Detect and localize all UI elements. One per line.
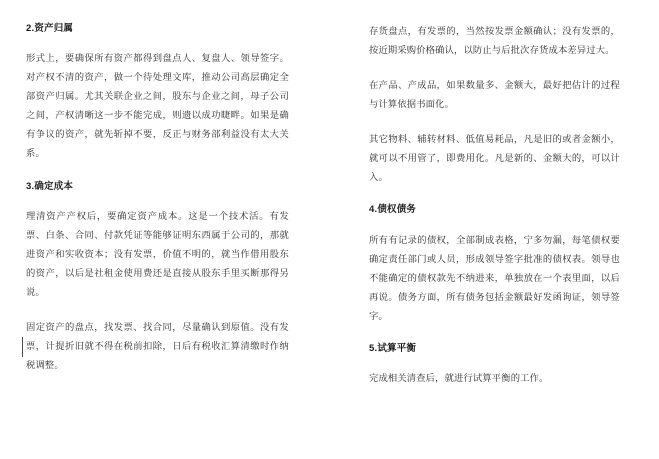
paragraph-trial-balance: 完成相关清查后，就进行试算平衡的工作。	[369, 373, 549, 384]
section-heading-asset-ownership: 2.资产归属	[26, 23, 74, 34]
section-heading-claims-debts: 4.债权债务	[369, 204, 417, 216]
paragraph-other-materials: 其它物料、辅转材料、低值易耗品，凡是旧的或者金额小，就可以不用管了，即费用化。凡是新的、金额大的，可以计入。	[369, 134, 620, 183]
paragraph-inventory-count: 存货盘点，有发票的，当然按发票金额确认；没有发票的，按近期采购价格确认，以防止与后批次存货成本差异过大。	[369, 26, 620, 56]
document-page-right	[329, 0, 658, 459]
text-cursor	[22, 337, 23, 357]
paragraph-determine-cost: 理清资产产权后，要确定资产成本。这是一个技术活。有发票、白条、合同、付款凭证等能够证明东西属于公司的，那就进资产和实收资本；没有发票，价值不明的，就当作借用股东的资产，以后是社租金使用费还是直接从股东手里买断那得另说。	[26, 210, 289, 297]
paragraph-fixed-asset-count: 固定资产的盘点，找发票、找合同，尽量确认到原值。没有发票，计提折旧就不得在税前扣除，日后有税收汇算清缴时作纳税调整。	[26, 322, 289, 371]
document-page-left	[0, 0, 329, 459]
section-heading-trial-balance: 5.试算平衡	[369, 342, 417, 354]
paragraph-claims-debts: 所有有记录的债权，全部制成表格，宁多勿漏，每笔债权要确定责任部门或人员，形成领导签字批准的债权表。领导也不能确定的债权款先不纳进来，单独放在一个表里面，以后再说。债务方面，所有债务包括金额最好发函询证，领导签字。	[369, 234, 620, 321]
paragraph-asset-ownership: 形式上，要确保所有资产都得到盘点人、复盘人、领导签字。对产权不清的资产，做一个待处理文库，推动公司高层确定全部资产归属。尤其关联企业之间，股东与企业之间，母子公司之间，产权清晰这一步不能完成，则遗以成功睫畔。如果是确有争议的资产，就先斩掉不要，反正与财务部利益没有太大关系。	[26, 53, 289, 159]
section-heading-determine-cost: 3.确定成本	[26, 180, 74, 192]
paragraph-work-in-process: 在产品、产成品，如果数量多、金额大，最好把估计的过程与计算依据书面化。	[369, 80, 620, 110]
